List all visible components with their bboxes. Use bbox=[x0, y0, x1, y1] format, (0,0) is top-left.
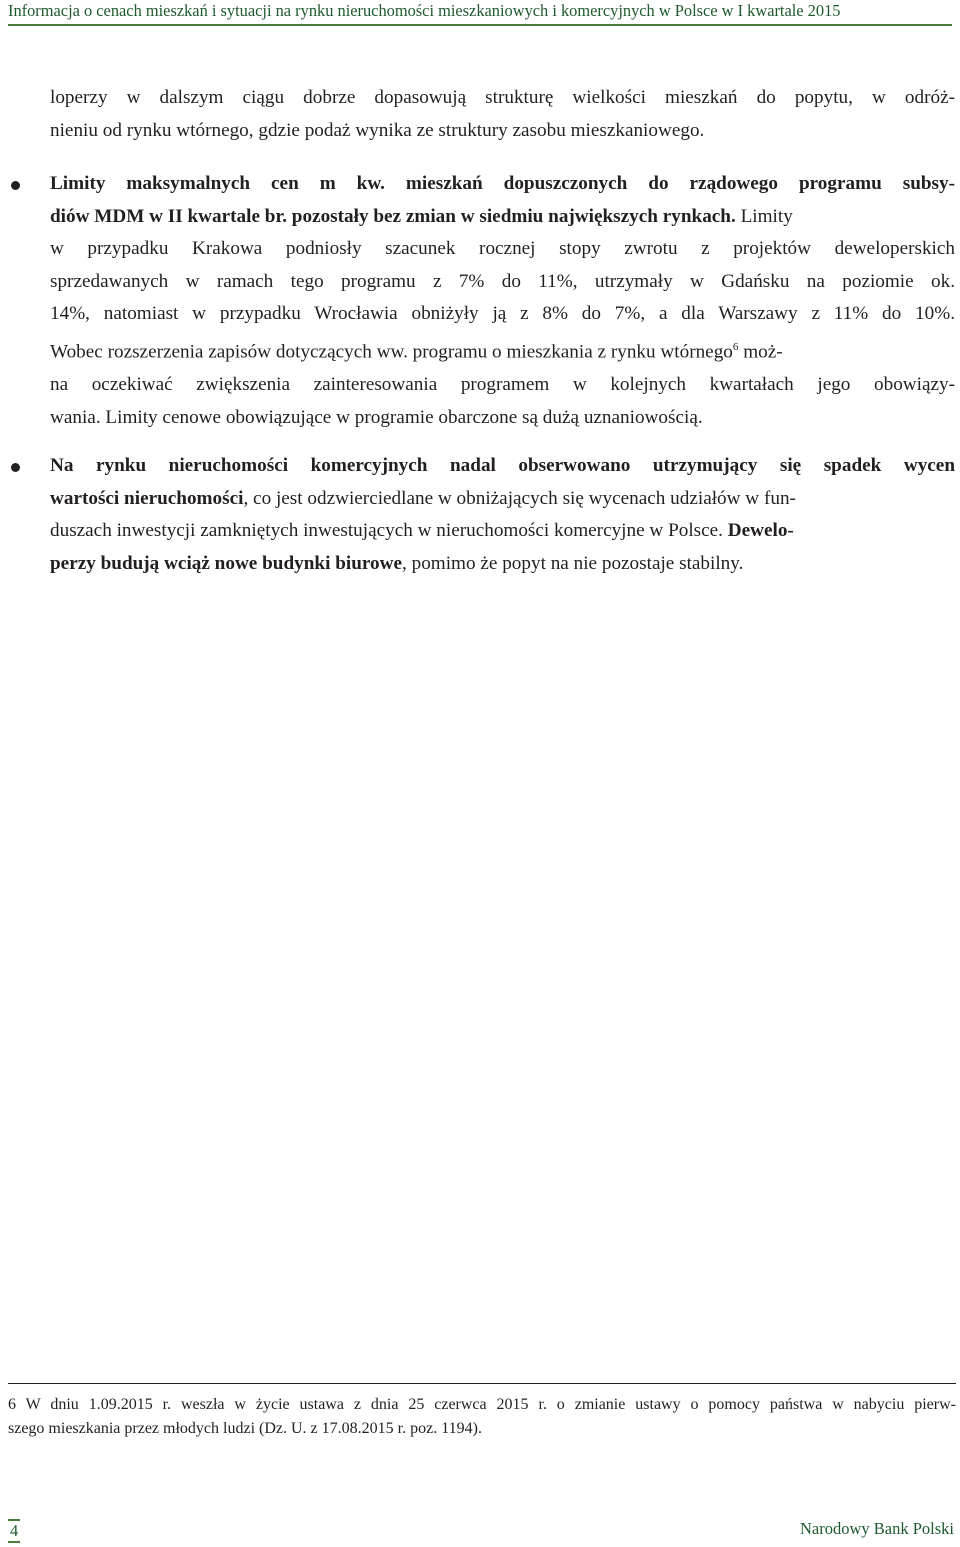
commercial-bold-line-2: wartości nieruchomości bbox=[50, 487, 244, 509]
footnote-line-2: szego mieszkania przez młodych ludzi (Dz. U. z 17.08.2015 r. poz. 1194). bbox=[8, 1420, 482, 1437]
commercial-line-3-text: duszach inwestycji zamkniętych inwestujących w nieruchomości komercyjne w Polsce. bbox=[50, 520, 728, 542]
commercial-line-2 bbox=[50, 483, 955, 516]
mdm-bold-line-1: Limity maksymalnych cen m kw. mieszkań dopuszczonych do rządowego programu subsy- bbox=[50, 173, 955, 194]
commercial-line-4-bold: perzy budują wciąż nowe budynki biurowe bbox=[50, 552, 403, 574]
running-header bbox=[8, 0, 952, 26]
commercial-line-3-bold: Dewelo- bbox=[727, 520, 794, 542]
commercial-line-4 bbox=[50, 548, 955, 581]
mdm-line-2-tail: Limity bbox=[735, 205, 793, 227]
mdm-line-3: w przypadku Krakowa podniosły szacunek rocznej stopy zwrotu z projektów deweloperskich bbox=[50, 238, 955, 260]
page-number: 4 bbox=[8, 1519, 20, 1543]
mdm-line-2 bbox=[50, 201, 955, 234]
footnote-reference[interactable]: 6 bbox=[732, 340, 739, 353]
commercial-line-3 bbox=[50, 515, 955, 548]
mdm-line-6-tail: moż- bbox=[738, 341, 783, 363]
intro-line-2: nieniu od rynku wtórnego, gdzie podaż wynika ze struktury zasobu mieszkaniowego. bbox=[50, 119, 705, 141]
footnote bbox=[8, 1393, 956, 1441]
intro-paragraph bbox=[50, 82, 955, 147]
commercial-line-2-tail: , co jest odzwierciedlane w obniżających się wycenach udziałów w fun- bbox=[243, 487, 796, 509]
mdm-line-8: wania. Limity cenowe obowiązujące w programie obarczone są dużą uznaniowością. bbox=[50, 406, 703, 428]
footnote-line-1: 6 W dniu 1.09.2015 r. weszła w życie ustawa z dnia 25 czerwca 2015 r. o zmianie ustawy o pomocy państwa w nabyciu pierw- bbox=[8, 1396, 956, 1413]
footnote-separator bbox=[8, 1383, 956, 1384]
bullet-paragraph-mdm bbox=[50, 168, 955, 434]
mdm-bold-line-2: diów MDM w II kwartale br. pozostały bez zmian w siedmiu największych rynkach. bbox=[50, 205, 736, 227]
mdm-line-6 bbox=[50, 331, 955, 369]
mdm-line-4: sprzedawanych w ramach tego programu z 7% do 11%, utrzymały w Gdańsku na poziomie ok. bbox=[50, 270, 955, 292]
publisher-name: Narodowy Bank Polski bbox=[800, 1519, 954, 1538]
bullet-paragraph-commercial bbox=[50, 450, 955, 580]
commercial-bold-line-1: Na rynku nieruchomości komercyjnych nadal obserwowano utrzymujący się spadek wycen bbox=[50, 455, 955, 476]
mdm-line-6-text: Wobec rozszerzenia zapisów dotyczących ww. programu o mieszkania z rynku wtórnego bbox=[50, 341, 733, 363]
mdm-line-7: na oczekiwać zwiększenia zainteresowania programem w kolejnych kwartałach jego obowiązy- bbox=[50, 373, 955, 395]
page-footer bbox=[0, 1515, 960, 1547]
commercial-line-4-tail: , pomimo że popyt na nie pozostaje stabilny. bbox=[402, 552, 744, 574]
intro-line-1: loperzy w dalszym ciągu dobrze dopasowują strukturę wielkości mieszkań do popytu, w odróż- bbox=[50, 87, 955, 108]
header-title: Informacja o cenach mieszkań i sytuacji na rynku nieruchomości mieszkaniowych i komercyjnych w Polsce w I kwartale 2015 bbox=[8, 1, 841, 20]
mdm-line-5: 14%, natomiast w przypadku Wrocławia obniżyły ją z 8% do 7%, a dla Warszawy z 11% do 10%. bbox=[50, 303, 955, 325]
bullet-icon bbox=[11, 463, 20, 472]
bullet-icon bbox=[11, 181, 20, 190]
